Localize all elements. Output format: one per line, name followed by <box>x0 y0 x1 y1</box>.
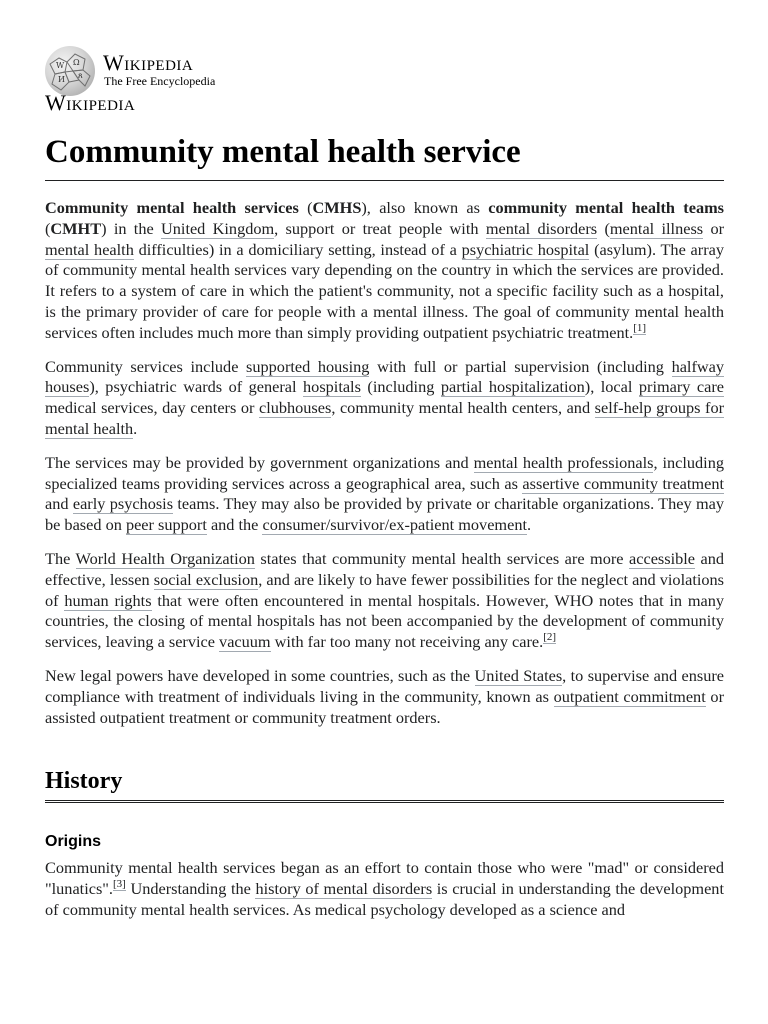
text: and <box>45 494 73 514</box>
text: ) in the <box>101 218 162 238</box>
text: ), local <box>584 377 639 397</box>
text: ), also known as <box>361 198 489 217</box>
text: New legal powers have developed in some countries, such as the <box>45 665 475 685</box>
link-united-states[interactable]: United States <box>474 665 563 685</box>
bold-term: CMHS <box>312 198 362 217</box>
link-hospitals[interactable]: hospitals <box>303 377 361 397</box>
svg-text:W: W <box>56 61 65 70</box>
text: . <box>526 515 532 535</box>
link-history-of-mental-disorders[interactable]: history of mental disorders <box>255 879 433 899</box>
intro-paragraph-2 <box>45 357 724 440</box>
text: or assisted outpatient treatment or community treatment orders. <box>45 686 724 727</box>
citation-link[interactable]: [2] <box>543 631 557 644</box>
text: Community mental health services began as an effort to contain those who were "mad" or considered "lunatics". <box>45 858 724 899</box>
text: The services may be provided by government organizations and <box>45 452 474 472</box>
subsection-heading-origins: Origins <box>45 833 102 851</box>
intro-paragraph-1 <box>45 198 724 344</box>
citation-2[interactable] <box>543 631 556 644</box>
text: is crucial in understanding the development of community mental health services. As medical psychology developed as a science and <box>45 879 724 919</box>
text: teams. They may also be provided by private or charitable organizations. They may be based on <box>45 494 724 535</box>
text: or <box>703 218 725 238</box>
text: (including <box>360 377 441 397</box>
citation-link[interactable]: [1] <box>633 321 647 334</box>
link-mental-illness[interactable]: mental illness <box>609 218 704 238</box>
link-assertive-community-treatment[interactable]: assertive community treatment <box>522 473 724 493</box>
text: ( <box>597 218 610 238</box>
link-mental-disorders[interactable]: mental disorders <box>485 218 598 238</box>
intro-paragraph-3 <box>45 453 724 536</box>
link-halfway-houses[interactable]: halfway houses <box>45 356 724 397</box>
link-supported-housing[interactable]: supported housing <box>246 356 370 376</box>
text: , community mental health centers, and <box>331 398 595 418</box>
link-mental-health-professionals[interactable]: mental health professionals <box>473 452 654 472</box>
citation-3[interactable] <box>113 878 126 891</box>
text: , and are likely to have fewer possibilities for the neglect and violations of <box>45 569 724 610</box>
text: with full or partial supervision (including <box>369 356 672 376</box>
svg-text:И: И <box>58 75 65 84</box>
link-accessible[interactable]: accessible <box>629 548 696 568</box>
text: ), psychiatric wards of general <box>89 377 304 397</box>
text: , support or treat people with <box>274 218 486 238</box>
text: (asylum). The array of community mental health services vary depending on the country in which the services are provided. It refers to a system of care in which the patient's community, not a specific facility such as a hospital, is the primary provider of care for people with a mental illness. The goal of community mental health services often includes much more than simply providing outpatient psychiatric treatment. <box>45 239 724 342</box>
citation-link[interactable]: [3] <box>113 878 126 891</box>
svg-text:ጸ: ጸ <box>78 71 83 80</box>
wikipedia-tagline: The Free Encyclopedia <box>104 74 216 88</box>
text: , including specialized teams providing services across a geographical area, such as <box>45 452 724 493</box>
wikipedia-wordmark[interactable]: Wikipedia <box>103 50 194 75</box>
link-early-psychosis[interactable]: early psychosis <box>72 494 174 514</box>
intro-paragraph-4 <box>45 549 724 653</box>
text: Community services include <box>45 356 247 376</box>
text: medical services, day centers or <box>45 398 259 418</box>
link-partial-hospitalization[interactable]: partial hospitalization <box>440 377 585 397</box>
origins-paragraph-1 <box>45 858 724 920</box>
bold-term: CMHT <box>50 218 102 238</box>
svg-text:Ω: Ω <box>73 58 80 67</box>
link-primary-care[interactable]: primary care <box>638 377 725 397</box>
text: The <box>45 548 76 568</box>
link-psychiatric-hospital[interactable]: psychiatric hospital <box>461 239 590 259</box>
text: . <box>133 418 138 438</box>
link-clubhouses[interactable]: clubhouses <box>258 398 332 418</box>
link-outpatient-commitment[interactable]: outpatient commitment <box>553 686 706 706</box>
page-title: Community mental health service <box>45 130 724 181</box>
link-vacuum[interactable]: vacuum <box>219 632 271 652</box>
link-self-help-groups[interactable]: self-help groups for mental health <box>45 398 725 438</box>
link-human-rights[interactable]: human rights <box>64 590 152 610</box>
wikipedia-wordmark-secondary[interactable]: Wikipedia <box>45 90 136 115</box>
link-mental-health[interactable]: mental health <box>45 239 134 259</box>
text: states that community mental health services are more <box>254 548 630 568</box>
text: and effective, lessen <box>45 548 725 589</box>
section-heading-history: History <box>45 766 724 803</box>
citation-1[interactable] <box>633 322 646 335</box>
text: ( <box>45 218 51 238</box>
intro-paragraph-5 <box>45 666 724 728</box>
text: difficulties) in a domiciliary setting, instead of a <box>133 239 462 259</box>
text: with far too many not receiving any care. <box>270 632 544 652</box>
link-world-health-organization[interactable]: World Health Organization <box>75 548 255 568</box>
wikipedia-globe-logo-icon[interactable] <box>45 46 95 96</box>
text: that were often encountered in mental hospitals. However, WHO notes that in many countries, the closing of mental hospitals has not been accompanied by the development of community services, leaving a service <box>45 590 725 652</box>
site-header <box>45 0 724 118</box>
text: ( <box>298 198 313 217</box>
text: , to supervise and ensure compliance with treatment of individuals living in the community, known as <box>45 665 724 706</box>
link-united-kingdom[interactable]: United Kingdom <box>161 218 275 238</box>
bold-term: Community mental health services <box>45 198 299 217</box>
bold-term: community mental health teams <box>488 198 724 217</box>
link-peer-support[interactable]: peer support <box>125 515 207 535</box>
link-social-exclusion[interactable]: social exclusion <box>153 569 259 589</box>
text: and the <box>206 515 263 535</box>
text: Understanding the <box>125 879 256 899</box>
link-consumer-survivor-movement[interactable]: consumer/survivor/ex-patient movement <box>262 515 527 535</box>
